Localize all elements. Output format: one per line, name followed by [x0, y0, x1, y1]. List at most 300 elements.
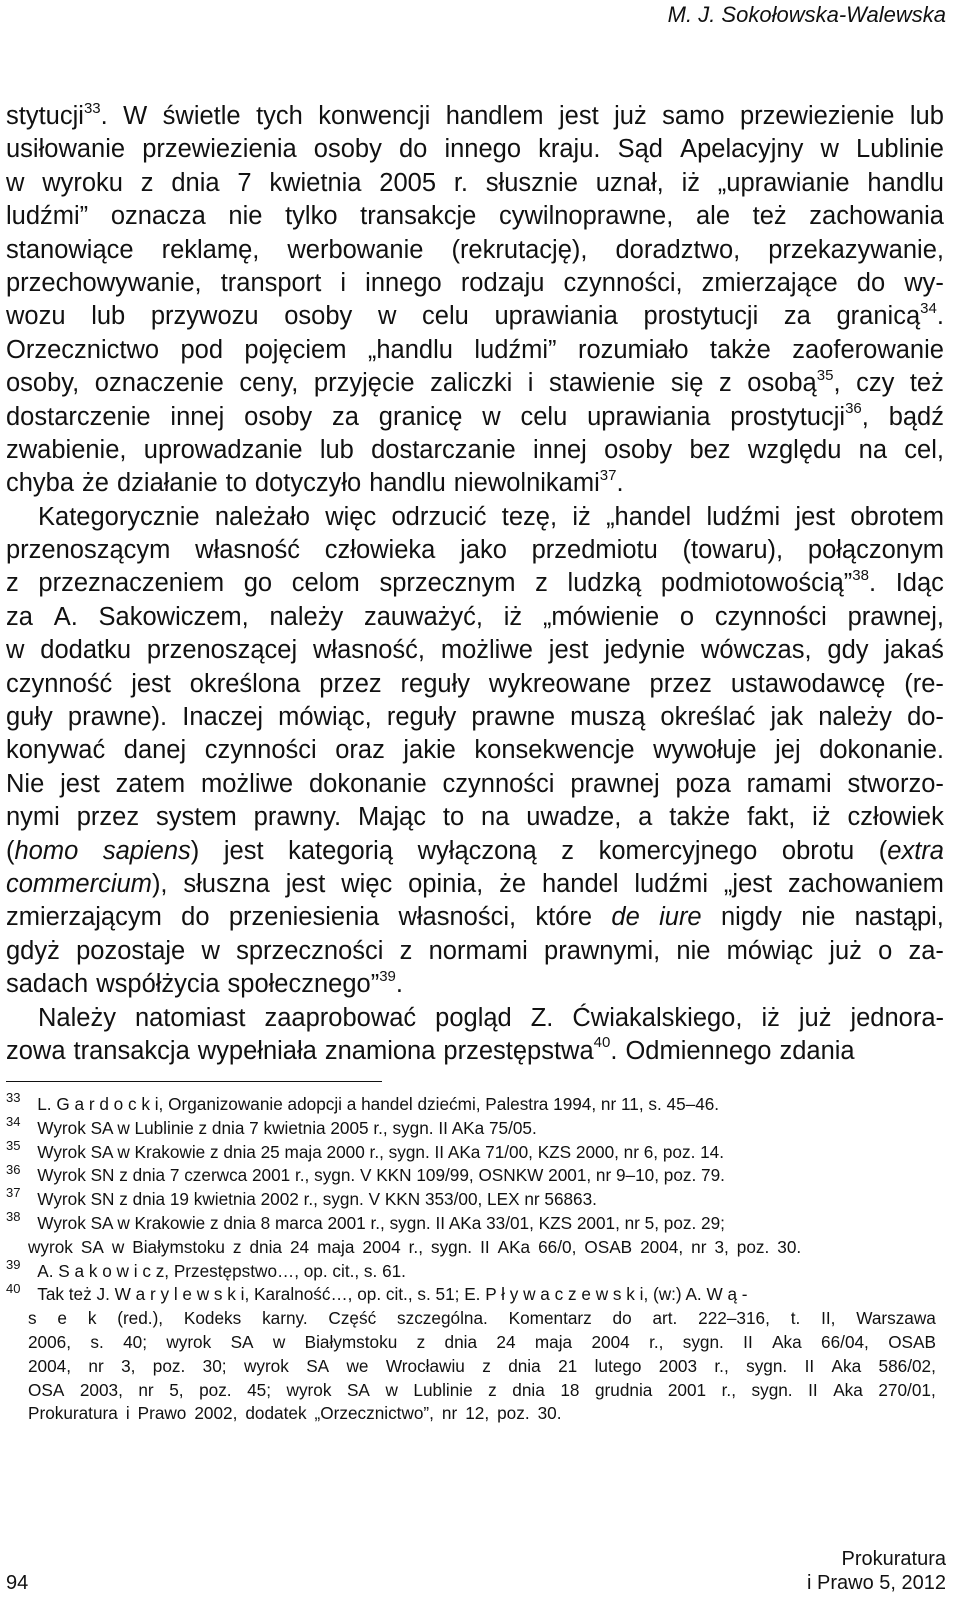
footnote-line — [6, 1236, 936, 1260]
word: jednora- — [850, 1003, 944, 1032]
word: własności, — [398, 903, 517, 932]
word: sygn. — [430, 1236, 473, 1257]
word: ludzką — [567, 569, 642, 598]
word: nymi — [6, 803, 60, 832]
word: „jest — [723, 869, 773, 898]
text-line — [6, 501, 944, 534]
word: Ćwiakalskiego, — [572, 1003, 743, 1032]
word: Odmiennego — [625, 1036, 772, 1065]
word: Mając — [357, 803, 426, 832]
word: Kategorycznie — [38, 502, 200, 531]
word: z — [718, 369, 732, 398]
text-line — [6, 267, 944, 300]
text-line — [6, 935, 944, 968]
footnote-line — [6, 1331, 936, 1355]
word: OSAB — [888, 1331, 936, 1352]
word: osoby, — [6, 369, 80, 398]
word: uprawiania — [494, 302, 618, 331]
word: przewiezienia — [142, 135, 297, 164]
word: do — [612, 1308, 632, 1329]
footnote-text: Wyrok SA w Krakowie z dnia 8 marca 2001 r., sygn. II AKa 33/01, KZS 2001, nr 5, poz. 29; — [37, 1212, 725, 1233]
word: jedynie — [604, 636, 686, 665]
word: w — [820, 135, 839, 164]
word: innego — [444, 135, 522, 164]
text-line — [6, 668, 944, 701]
word: współżycia — [96, 970, 220, 999]
word: de — [611, 903, 640, 932]
word: należy — [269, 602, 344, 631]
word: nie — [676, 936, 711, 965]
word: za — [6, 602, 33, 631]
word: ramami — [746, 769, 832, 798]
word: gdyż — [6, 936, 60, 965]
word: tylko — [285, 202, 338, 231]
word: fakt, — [747, 803, 796, 832]
word: określać — [660, 703, 756, 732]
word: że — [499, 869, 527, 898]
word: werbowanie — [287, 235, 424, 264]
word: należy — [818, 703, 892, 732]
word: danej — [123, 736, 187, 765]
word: pogląd — [435, 1003, 512, 1032]
word: przez — [76, 803, 140, 832]
word: z — [232, 1236, 242, 1257]
word: sprzeczności — [236, 936, 384, 965]
word: mówiąc, — [278, 703, 372, 732]
journal-footer — [807, 1547, 946, 1595]
running-header-author: M. J. Sokołowska-Walewska — [667, 2, 946, 27]
text-line — [6, 701, 944, 734]
word: handlu — [867, 168, 944, 197]
word: Kodeks — [183, 1308, 242, 1329]
word: zdania — [779, 1036, 855, 1065]
word: zauważyć, — [363, 602, 484, 631]
word: celu — [422, 302, 469, 331]
word: nr — [441, 1403, 458, 1424]
word: lub — [909, 102, 944, 130]
word: na — [858, 435, 888, 464]
word: nigdy — [720, 903, 782, 932]
text-line — [6, 567, 944, 600]
word: art. — [652, 1308, 678, 1329]
text-line — [6, 868, 944, 901]
word: czynność — [6, 669, 113, 698]
word: możliwe — [200, 769, 294, 798]
word: dostarczanie — [371, 435, 516, 464]
word: dodatek — [245, 1403, 307, 1424]
footnote-line — [6, 1209, 936, 1236]
footnote-number: 35 — [6, 1137, 21, 1153]
word: go — [243, 569, 273, 598]
word: 12, — [465, 1403, 490, 1424]
word: odrzucić — [391, 502, 487, 531]
word: 2004, — [640, 1236, 684, 1257]
word: człowieka — [324, 536, 436, 565]
word: 30. — [777, 1236, 802, 1257]
word: „handel — [606, 502, 692, 531]
word: iż — [681, 168, 700, 197]
word: dnia — [249, 1236, 282, 1257]
text-line — [6, 1035, 944, 1068]
word: społecznego”$^{39}$. — [227, 967, 403, 999]
word: z — [6, 569, 19, 598]
word: i — [125, 1403, 130, 1424]
footnote-text: Wyrok SA w Krakowie z dnia 25 maja 2000 r., sygn. II AKa 71/00, KZS 2000, nr 6, poz. 14. — [37, 1141, 725, 1162]
footnote-separator — [6, 1081, 382, 1082]
word: r. — [453, 168, 468, 197]
word: dotyczyło — [254, 469, 362, 498]
journal-issue: i Prawo 5, 2012 — [807, 1572, 946, 1594]
word: z — [140, 168, 154, 197]
word: 222–316, — [698, 1308, 770, 1329]
word: Inaczej — [182, 703, 264, 732]
word: (re- — [904, 669, 944, 698]
word: rodzaju — [460, 268, 545, 297]
text-line — [6, 167, 944, 200]
word: Prawo — [137, 1403, 187, 1424]
word: obrotu — [781, 836, 855, 865]
word: uznał, — [595, 168, 664, 197]
word: działanie — [116, 469, 218, 498]
word: pod — [180, 335, 223, 364]
word: w — [377, 302, 397, 331]
word: normami — [428, 936, 528, 965]
word: wy- — [904, 268, 944, 297]
word: 45; — [247, 1379, 272, 1400]
word: osobą$^{35}$, — [747, 366, 841, 398]
text-line — [6, 534, 944, 567]
word: ludźmi — [634, 869, 709, 898]
word: „uprawianie — [717, 168, 850, 197]
word: karny. — [262, 1308, 308, 1329]
journal-name: Prokuratura — [841, 1548, 946, 1570]
word: jest — [223, 836, 264, 865]
word: s. — [90, 1331, 104, 1352]
word: Należy — [38, 1003, 116, 1032]
word: osoby — [604, 435, 673, 464]
word: Wrocławiu — [385, 1355, 465, 1376]
word: też — [752, 202, 787, 231]
footnote-line — [6, 1185, 936, 1212]
word: dnia — [171, 168, 220, 197]
word: pozostaje — [76, 936, 186, 965]
word: granicą$^{34}$. — [836, 299, 944, 331]
word: 2003, — [79, 1379, 123, 1400]
word: oraz — [335, 736, 385, 765]
word: określona — [189, 669, 301, 698]
word: 40; — [123, 1331, 147, 1352]
word: 2006, — [28, 1331, 72, 1352]
word: w — [201, 936, 220, 965]
word: 270/01, — [878, 1379, 936, 1400]
word: uwadze, — [526, 803, 622, 832]
word: zowa — [6, 1036, 66, 1065]
word: obrotem — [850, 502, 944, 531]
word: maja — [534, 1331, 573, 1352]
word: sadach — [6, 970, 89, 999]
text-line — [6, 234, 944, 267]
word: w — [272, 1331, 286, 1352]
word: jest — [60, 769, 100, 798]
word: szczególna. — [397, 1308, 488, 1329]
word: z — [535, 569, 548, 598]
text-line — [6, 200, 944, 233]
word: przestępstwa$^{40}$. — [443, 1034, 618, 1065]
word: ustawodawcę — [730, 669, 886, 698]
word: ale — [695, 202, 730, 231]
word: 2005 — [379, 168, 437, 197]
word: tych — [256, 102, 303, 130]
text-line — [6, 133, 944, 166]
word: zaliczki — [430, 369, 513, 398]
word: transakcja — [73, 1036, 190, 1065]
footnote-line — [6, 1280, 936, 1307]
word: przewiezienie — [739, 102, 895, 130]
word: innego — [365, 268, 442, 297]
word: słuszna — [183, 869, 270, 898]
word: gdy — [827, 636, 869, 665]
word: (homo — [6, 836, 79, 865]
word: 66/0, — [538, 1236, 577, 1257]
word: k — [87, 1308, 97, 1329]
word: czynności — [442, 769, 555, 798]
word: zaoferowanie — [792, 335, 944, 364]
word: dnia — [508, 1355, 541, 1376]
word: czynności, — [563, 268, 683, 297]
word: 2001 — [667, 1379, 707, 1400]
word: dokonanie. — [819, 736, 944, 765]
word: Aka — [772, 1331, 802, 1352]
word: przeznaczeniem — [38, 569, 225, 598]
word: i — [340, 268, 347, 297]
word: i — [527, 369, 534, 398]
text-line — [6, 835, 944, 868]
word: (extra — [878, 836, 944, 865]
word: świetle — [162, 102, 241, 130]
word: dokonanie — [308, 769, 427, 798]
footnote-line — [6, 1090, 936, 1117]
word: 2002, — [194, 1403, 238, 1424]
word: Orzecznictwo — [6, 335, 160, 364]
word: 24 — [496, 1331, 516, 1352]
word: w — [6, 168, 25, 197]
word: jest — [795, 502, 836, 531]
word: II — [804, 1355, 815, 1376]
word: 2004 — [591, 1331, 630, 1352]
word: Z. — [530, 1003, 554, 1032]
word: zaaprobować — [264, 1003, 417, 1032]
word: też — [909, 369, 944, 398]
word: nie — [228, 202, 263, 231]
word: 24 — [290, 1236, 310, 1257]
word: przyjęcie — [313, 369, 415, 398]
word: znamiona — [324, 1036, 436, 1065]
footnote-number: 40 — [6, 1280, 21, 1296]
word: oznaczenie — [94, 369, 224, 398]
word: uprawiania — [587, 402, 711, 431]
word: 3, — [714, 1236, 729, 1257]
word: Nie — [6, 769, 45, 798]
word: uprowadzanie — [143, 435, 303, 464]
word: czynności — [204, 736, 317, 765]
word: II — [808, 1379, 818, 1400]
word: iure — [659, 903, 702, 932]
word: się — [670, 369, 704, 398]
word: usiłowanie — [6, 135, 126, 164]
word: własność — [195, 536, 301, 565]
word: dnia — [444, 1331, 478, 1352]
word: wyrok — [286, 1379, 332, 1400]
word: przywozu — [150, 302, 259, 331]
word: „mówienie — [542, 602, 660, 631]
word: Aka — [831, 1355, 862, 1376]
word: r., — [714, 1355, 729, 1376]
footnote-line — [6, 1379, 936, 1403]
word: dnia — [512, 1379, 545, 1400]
word: nr — [691, 1236, 707, 1257]
word: jakaś — [884, 636, 944, 665]
word: 66/04, — [821, 1331, 869, 1352]
word: (red.), — [117, 1308, 164, 1329]
word: osoby — [284, 302, 353, 331]
word: przedmiotu — [531, 536, 658, 565]
word: grudnia — [594, 1379, 653, 1400]
word: Idąc — [895, 569, 944, 598]
word: ceny, — [239, 369, 299, 398]
word: podmiotowością”$^{38}$. — [660, 566, 877, 598]
word: poz. — [497, 1403, 530, 1424]
word: Białymstoku — [304, 1331, 398, 1352]
text-line — [6, 734, 944, 767]
word: także — [669, 803, 731, 832]
footnote-text: Tak też J. W a r y l e w s k i, Karalność…, op. cit., s. 51; E. P ł y w a c z e w s k i, (w:) A. W ą - — [37, 1284, 748, 1305]
word: celom — [291, 569, 360, 598]
word: słusznie — [485, 168, 578, 197]
word: handel — [541, 869, 619, 898]
word: połączonym — [807, 536, 944, 565]
word: przeniesienia — [228, 903, 380, 932]
word: wyłączoną — [417, 836, 537, 865]
word: mówiąc — [726, 936, 814, 965]
word: II — [743, 1331, 753, 1352]
word: konywać — [6, 736, 106, 765]
word: bądź — [888, 402, 944, 431]
footnote-line — [6, 1355, 936, 1379]
word: AKa — [497, 1236, 531, 1257]
word: 2004, — [28, 1355, 72, 1376]
word: jest — [558, 102, 599, 130]
word: 18 — [560, 1379, 580, 1400]
word: prawnej — [570, 769, 660, 798]
word: czynności — [714, 602, 827, 631]
footnote-number: 36 — [6, 1161, 21, 1177]
word: dodatku — [40, 636, 132, 665]
word: jako — [460, 536, 507, 565]
word: kategorią — [288, 836, 394, 865]
word: t. — [790, 1308, 801, 1329]
word: dostarczenie — [6, 402, 151, 431]
word: iż — [503, 602, 523, 631]
word: jak — [770, 703, 804, 732]
word: więc — [341, 869, 393, 898]
word: Lublinie — [856, 135, 944, 164]
word: własność, — [313, 636, 425, 665]
word: pojęciem — [244, 335, 347, 364]
text-line — [6, 467, 944, 500]
word: stytucji$^{33}$. — [6, 99, 108, 130]
word: commercium), — [6, 869, 168, 898]
word: iż — [812, 803, 831, 832]
word: wykreowane — [488, 669, 631, 698]
word: muszą — [570, 703, 646, 732]
word: niewolnikami$^{37}$. — [453, 466, 624, 498]
word: komercyjnego — [598, 836, 758, 865]
word: Sąd — [617, 135, 663, 164]
footnotes — [6, 1090, 936, 1426]
text-line — [6, 601, 944, 634]
word: SA — [80, 1236, 104, 1257]
word: e — [57, 1308, 67, 1329]
word: innej — [170, 402, 225, 431]
text-line — [6, 300, 944, 333]
word: więc — [325, 502, 377, 531]
word: 5, — [169, 1379, 184, 1400]
word: 3, — [121, 1355, 136, 1376]
word: do — [398, 135, 428, 164]
word: prawnej, — [847, 602, 944, 631]
word: sygn. — [746, 1355, 788, 1376]
word: OSA — [28, 1379, 65, 1400]
word: o — [878, 936, 893, 965]
word: reguły — [386, 703, 457, 732]
word: guły — [6, 703, 53, 732]
footnote-number: 34 — [6, 1114, 21, 1130]
word: granicę — [378, 402, 463, 431]
word: kwietnia — [269, 168, 362, 197]
text-line — [6, 434, 944, 467]
footnote-number: 38 — [6, 1209, 21, 1225]
word: II, — [821, 1308, 836, 1329]
word: prostytucji$^{36}$, — [730, 400, 869, 431]
word: II — [480, 1236, 490, 1257]
word: r., — [408, 1236, 423, 1257]
main-text — [6, 100, 944, 1068]
text-line — [6, 401, 944, 434]
word: zachowania — [809, 202, 944, 231]
word: 7 — [237, 168, 252, 197]
word: z — [561, 836, 574, 865]
word: wyrok — [243, 1355, 289, 1376]
word: lub — [91, 302, 126, 331]
word: z — [488, 1379, 497, 1400]
footnote-line — [6, 1161, 936, 1188]
footnote-text: Wyrok SN z dnia 7 czerwca 2001 r., sygn. V KKN 109/99, OSNKW 2001, nr 9–10, poz. 79. — [37, 1165, 725, 1186]
word: Aka — [833, 1379, 863, 1400]
word: wówczas, — [701, 636, 812, 665]
word: osoby — [244, 402, 313, 431]
word: także — [709, 335, 771, 364]
word: chyba — [6, 469, 75, 498]
word: a — [638, 803, 653, 832]
word: wypełniała — [197, 1036, 317, 1065]
word: zmierzającym — [6, 903, 162, 932]
word: względu — [747, 435, 842, 464]
word: wyrok — [166, 1331, 212, 1352]
word: SA — [346, 1379, 370, 1400]
text-line — [6, 801, 944, 834]
word: które — [535, 903, 593, 932]
word: SA — [230, 1331, 254, 1352]
